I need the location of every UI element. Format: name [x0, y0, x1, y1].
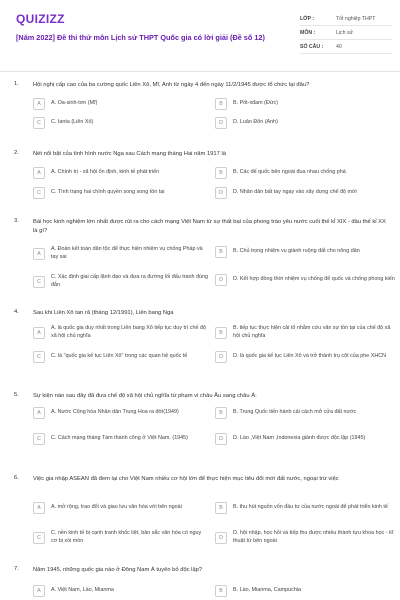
meta-key: LỚP : [300, 15, 315, 22]
option-letter: A [33, 327, 45, 339]
question-text: Bài học kinh nghiệm lớn nhất được rút ra cho cách mạng Việt Nam từ sự thất bại của phong trào yêu nước cuối thế kỉ XIX - đầu thế kỉ XX là gì? [33, 219, 386, 234]
option-text: A. là quốc gia duy nhất trong Liên bang Xô tiếp tục duy trì chế độ xã hội chủ nghĩa [51, 325, 206, 339]
option-c[interactable] [33, 530, 208, 545]
option-text: B. thu hút nguồn vốn đầu tư của nước ngoài để phát triển kinh tế [233, 504, 388, 511]
option-letter: B [215, 585, 227, 597]
option-text: B. tiếp tục thực hiện cải tổ nhằm cứu vãn sự tồn tại của chế độ xã hội chủ nghĩa [233, 325, 391, 339]
question-text: Sự kiện nào sau đây đã đưa chế độ xã hội chủ nghĩa từ phạm vi châu Âu sang châu Á: [33, 393, 257, 399]
option-text: D. Luân Đôn (Anh) [233, 119, 278, 126]
meta-key: SỐ CÂU : [300, 43, 324, 50]
option-letter: D [215, 532, 227, 544]
option-a[interactable] [33, 407, 208, 419]
page-title: [Năm 2022] Đề thi thử môn Lịch sử THPT Quốc gia có lời giải (Đề số 12) [16, 33, 265, 42]
option-a[interactable] [33, 246, 208, 261]
option-c[interactable] [33, 274, 208, 289]
option-a[interactable] [33, 502, 208, 514]
option-letter: A [33, 502, 45, 514]
meta-row-subject [300, 26, 392, 40]
option-b[interactable] [215, 98, 395, 110]
option-text: B. Pốt-xđam (Đức) [233, 100, 278, 107]
option-d[interactable] [215, 433, 395, 445]
option-text: C. Tình trạng hai chính quyền song song tồn tại [51, 189, 165, 196]
option-text: D. hội nhập, học hỏi và tiếp thu được nhiều thành tựu khoa học - kĩ thuật từ bên ngoài [233, 530, 394, 544]
question-number: 4. [14, 309, 19, 315]
question-number: 6. [14, 475, 19, 481]
question-text: Năm 1945, những quốc gia nào ở Đông Nam Á tuyên bố độc lập? [33, 567, 203, 573]
option-letter: B [215, 167, 227, 179]
option-text: B. Trung Quốc tiến hành cải cách mở cửa đất nước [233, 409, 357, 416]
option-c[interactable] [33, 351, 208, 363]
option-text: B. Chủ trọng nhiệm vụ giành ruộng đất cho nông dân [233, 248, 360, 255]
option-b[interactable] [215, 502, 395, 514]
option-letter: D [215, 351, 227, 363]
option-letter: B [215, 502, 227, 514]
option-text: D. Nhân dân bất tay ngay vào xây dựng chế độ mới [233, 189, 357, 196]
question-text: Việc gia nhập ASEAN đã đem lại cho Việt Nam nhiều cơ hội lớn để thực hiện mục tiêu đổi mới đất nước, ngoại trừ việc [33, 476, 339, 482]
option-d[interactable] [215, 274, 395, 286]
option-letter: C [33, 276, 45, 288]
option-b[interactable] [215, 585, 395, 597]
option-b[interactable] [215, 407, 395, 419]
header [0, 0, 400, 68]
option-letter: D [215, 274, 227, 286]
option-text: B. Lào, Mianma, Campuchia [233, 587, 302, 594]
option-text: D. Lào ,Việt Nam ,Indonexia giành được độc lập (1945) [233, 435, 366, 442]
option-letter: A [33, 585, 45, 597]
question-number: 1. [14, 81, 19, 87]
question-text: Nét nổi bật của tình hình nước Nga sau Cách mạng tháng Hai năm 1917 là [33, 151, 226, 157]
option-text: D. là quốc gia kế tục Liên Xô và trở thành trụ cột của phe XHCN [233, 353, 387, 360]
quizizz-logo: QUIZIZZ [16, 12, 65, 26]
option-text: A. Đoàn kết toàn dân tộc để thực hiện nhiệm vụ chống Pháp và tay sai [51, 246, 203, 260]
header-divider [0, 71, 400, 72]
option-a[interactable] [33, 98, 208, 110]
option-c[interactable] [33, 117, 208, 129]
option-letter: A [33, 98, 45, 110]
option-d[interactable] [215, 351, 395, 363]
meta-value: Tốt nghiệp THPT [336, 15, 376, 22]
option-letter: C [33, 117, 45, 129]
option-text: C. nền kinh tế bị cạnh tranh khốc liệt, bản sắc văn hóa có nguy cơ bị xói mòn [51, 530, 202, 544]
option-letter: A [33, 167, 45, 179]
question-text: Hội nghị cấp cao của ba cường quốc Liên Xô, Mĩ, Anh từ ngày 4 đến ngày 11/2/1945 được tổ chức tại đâu? [33, 82, 310, 88]
question-text: Sau khi Liên Xô tan rã (tháng 12/1991), Liên bang Nga [33, 310, 174, 316]
option-text: B. Các đế quốc bên ngoài đua nhau chống phá [233, 169, 346, 176]
option-letter: C [33, 433, 45, 445]
option-c[interactable] [33, 187, 208, 199]
meta-value: 40 [336, 43, 342, 50]
option-d[interactable] [215, 187, 395, 199]
option-letter: D [215, 117, 227, 129]
option-a[interactable] [33, 585, 208, 597]
option-c[interactable] [33, 433, 208, 445]
option-b[interactable] [215, 246, 395, 258]
option-text: A. mở rộng, trao đổi và giao lưu văn hóa với bên ngoài [51, 504, 182, 511]
option-text: A. Việt Nam, Lào, Mianma [51, 587, 114, 594]
option-a[interactable] [33, 325, 208, 340]
option-text: A. Oa-sinh-tơn (Mĩ) [51, 100, 98, 107]
meta-value: Lịch sử [336, 29, 354, 36]
question-number: 7. [14, 566, 19, 572]
option-letter: A [33, 407, 45, 419]
option-letter: D [215, 187, 227, 199]
option-letter: B [215, 98, 227, 110]
option-text: C. Ianta (Liên Xô) [51, 119, 94, 126]
option-letter: B [215, 327, 227, 339]
meta-table [300, 12, 392, 54]
option-text: C. Cách mạng tháng Tám thành công ở Việt Nam. (1945) [51, 435, 188, 442]
option-text: A. Chính trị - xã hội ổn định, kinh tế phát triển [51, 169, 160, 176]
option-d[interactable] [215, 530, 395, 545]
option-letter: B [215, 407, 227, 419]
option-letter: A [33, 248, 45, 260]
meta-row-class [300, 12, 392, 26]
question-number: 3. [14, 218, 19, 224]
option-text: C. là "quốc gia kế tục Liên Xô" trong các quan hệ quốc tế [51, 353, 188, 360]
option-text: A. Nước Cộng hòa Nhân dân Trung Hoa ra đời(1949) [51, 409, 179, 416]
question-number: 2. [14, 150, 19, 156]
option-d[interactable] [215, 117, 395, 129]
meta-key: MÔN : [300, 29, 316, 36]
option-letter: C [33, 532, 45, 544]
option-letter: C [33, 187, 45, 199]
meta-row-count [300, 40, 392, 54]
option-text: C. Xác định giai cấp lãnh đạo và đưa ra đường lối đấu tranh đúng đắn [51, 274, 209, 288]
option-letter: C [33, 351, 45, 363]
option-letter: D [215, 433, 227, 445]
option-a[interactable] [33, 167, 208, 179]
question-number: 5. [14, 392, 19, 398]
option-text: D. Kết hợp đồng thời nhiệm vụ chống đế quốc và chống phong kiến [233, 276, 395, 283]
option-b[interactable] [215, 325, 395, 340]
option-letter: B [215, 246, 227, 258]
option-b[interactable] [215, 167, 395, 179]
